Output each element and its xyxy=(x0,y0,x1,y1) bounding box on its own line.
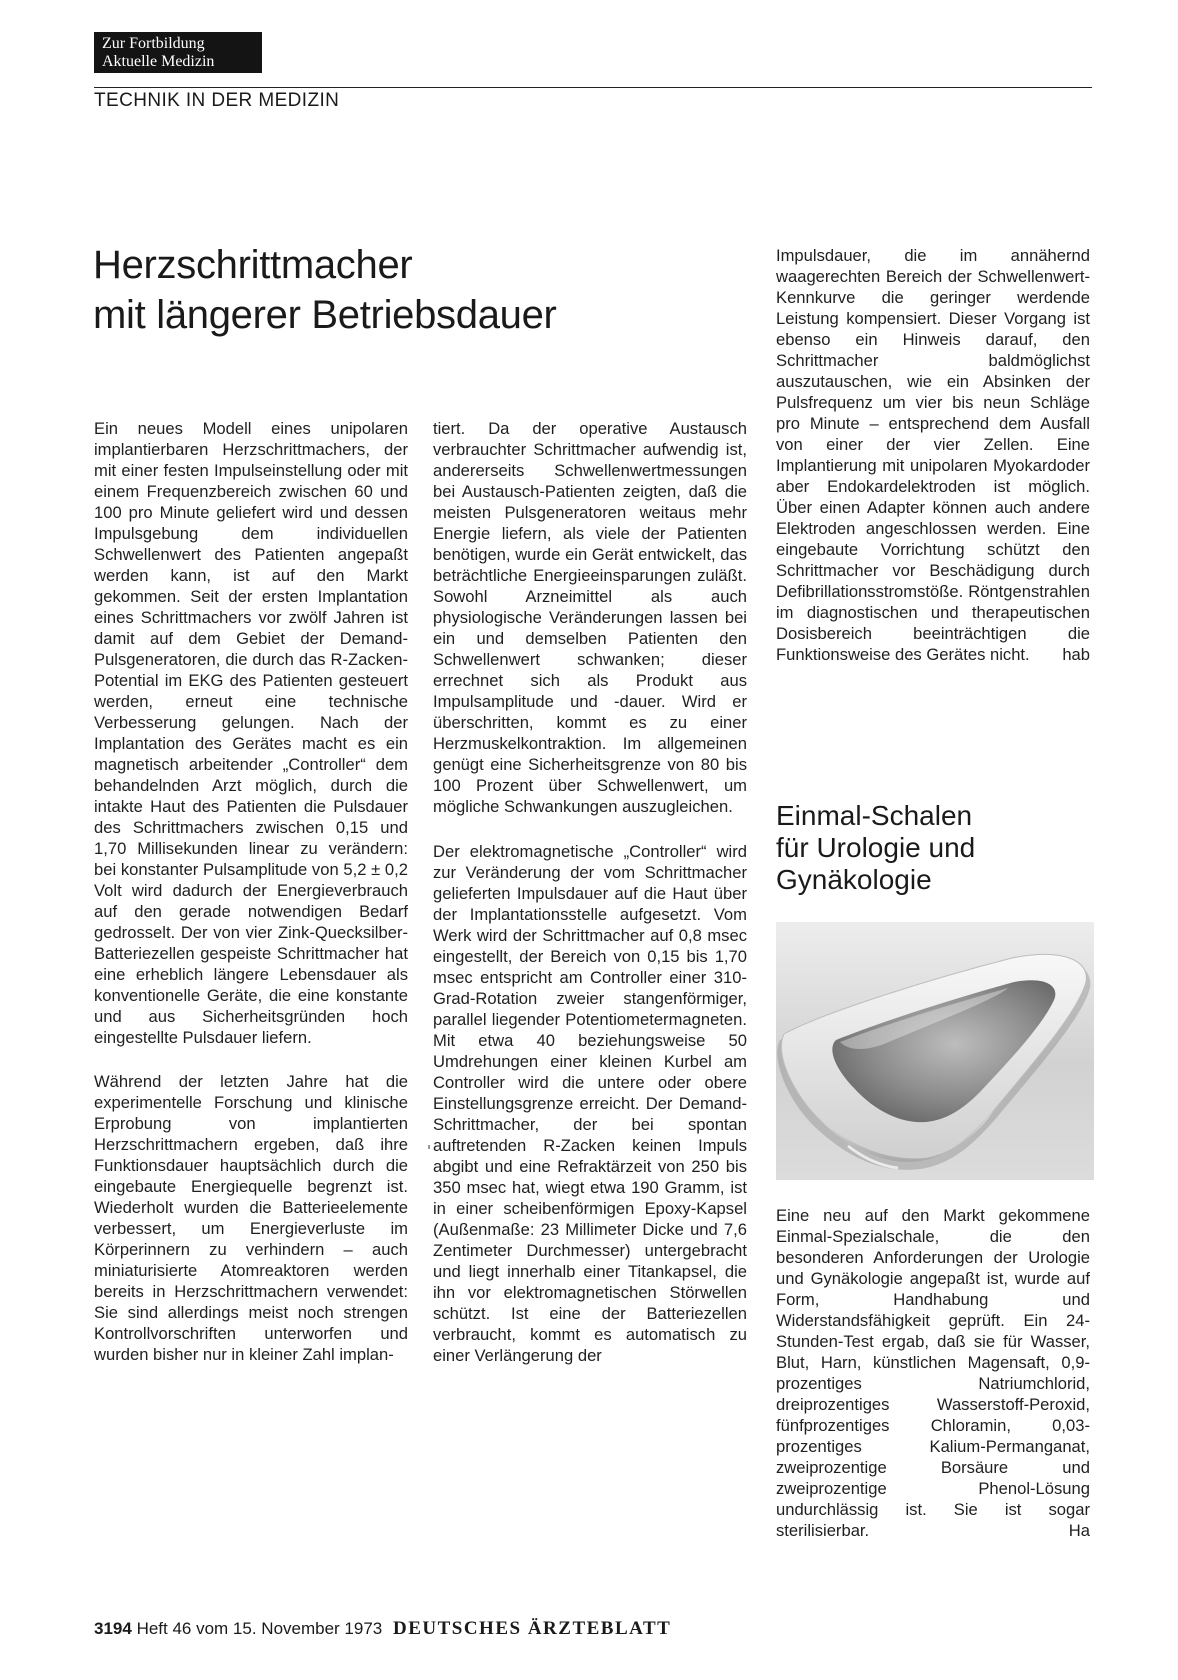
paragraph xyxy=(776,245,1090,665)
header-rule xyxy=(94,87,1092,88)
paragraph: Der elektromagnetische „Controller“ wird zur Veränderung der vom Schrittmacher gelieferten Impulsdauer auf die Haut über der Implantationsstelle aufgesetzt. Vom Werk wird der Schrittmacher auf 0,8 msec eingestellt, der Bereich von 0,15 bis 1,70 msec entspricht am Controller einer 310-Grad-Rotation zweier stangenförmiger, parallel liegender Potentiometermagneten. Mit etwa 40 beziehungsweise 50 Umdrehungen einer kleinen Kurbel am Controller wird die untere oder obere Einstellungsgrenze erreicht. Der Demand-Schrittmacher, der bei spontan auftretenden R-Zacken keinen Impuls abgibt und eine Refraktärzeit von 250 bis 350 msec hat, wiegt etwa 190 Gramm, ist in einer scheibenförmigen Epoxy-Kapsel (Außenmaße: 23 Millimeter Dicke und 7,6 Zentimeter Durchmesser) untergebracht und liegt innerhalb einer Titankapsel, die ihn vor elektromagnetischen Störwellen schützt. Ist eine der Batteriezellen verbraucht, kommt es automatisch zu einer Verlängerung der xyxy=(433,842,747,1365)
paragraph-text: Eine neu auf den Markt gekommene Einmal-Spezialschale, die den besonderen Anforderungen der Urologie und Gynäkologie angepaßt ist, wurde auf Form, Handhabung und Widerstandsfähigkeit geprüft. Ein 24-Stunden-Test ergab, daß sie für Wasser, Blut, Harn, künstlichen Magensaft, 0,9-prozentiges Natriumchlorid, dreiprozentiges Wasserstoff-Peroxid, fünfprozentiges Chloramin, 0,03-prozentiges Kalium-Permanganat, zweiprozentige Borsäure und zweiprozentige Phenol-Lösung undurchlässig ist. Sie ist sogar sterilisierbar. xyxy=(776,1206,1090,1540)
second-article-title xyxy=(776,800,1092,896)
article-title-line-1: Herzschrittmacher xyxy=(93,243,413,287)
article-title xyxy=(93,240,693,340)
product-photo xyxy=(776,922,1094,1180)
author-signature: Ha xyxy=(1068,1521,1090,1540)
badge-line-2: Aktuelle Medizin xyxy=(102,53,215,70)
paragraph: tiert. Da der operative Austausch verbrauchter Schrittmacher aufwendig ist, andererseits Schwellenwertmessungen bei Austausch-Patienten zeigten, daß die meisten Pulsgeneratoren weitaus mehr Energie liefern, als viele der Patienten benötigen, wurde ein Gerät entwickelt, das beträchtliche Energieeinsparungen zuläßt. Sowohl Arzneimittel als auch physiologische Veränderungen lassen bei ein und demselben Patienten den Schwellenwert schwanken; dieser errechnet sich als Produkt aus Impulsamplitude und -dauer. Wird er überschritten, kommt es zu einer Herzmuskelkontraktion. Im allgemeinen genügt eine Sicherheitsgrenze von 80 bis 100 Prozent über Schwellenwert, um mögliche Schwankungen auszugleichen. xyxy=(433,419,747,816)
issue-info: Heft 46 vom 15. November 1973 xyxy=(136,1619,383,1638)
disposable-tray-illustration xyxy=(776,922,1094,1180)
author-signature: hab xyxy=(1062,645,1090,664)
article-column-3 xyxy=(776,245,1090,665)
paragraph: Ein neues Modell eines unipolaren implantierbaren Herzschrittmachers, der mit einer festen Impulseinstellung oder mit einem Frequenzbereich zwischen 60 und 100 pro Minute geliefert wird und dessen Impulsgebung dem individuellen Schwellenwert des Patienten angepaßt werden kann, ist auf den Markt gekommen. Seit der ersten Implantation eines Schrittmachers vor zwölf Jahren ist damit auf dem Gebiet der Demand-Pulsgeneratoren, die durch das R-Zacken-Potential im EKG des Patienten gesteuert werden, erneut eine technische Verbesserung gelungen. Nach der Implantation des Gerätes macht es ein magnetisch arbeitender „Controller“ dem behandelnden Arzt möglich, durch die intakte Haut des Patienten die Pulsdauer des Schrittmachers zwischen 0,15 und 1,70 Millisekunden linear zu verändern: bei konstanter Pulsamplitude von 5,2 ± 0,2 Volt wird dadurch der Energieverbrauch auf den gerade notwendigen Bedarf gedrosselt. Der von vier Zink-Quecksilber-Batteriezellen gespeiste Schrittmacher hat eine erheblich längere Lebensdauer als konventionelle Geräte, die eine konstante und aus Sicherheitsgründen hoch eingestellte Pulsdauer liefern. xyxy=(94,419,408,1047)
badge-line-1: Zur Fortbildung xyxy=(102,35,205,52)
page-footer xyxy=(94,1618,671,1640)
second-title-line-2: für Urologie und xyxy=(776,832,976,863)
paragraph xyxy=(776,1205,1090,1541)
article-column-1 xyxy=(94,418,408,1365)
page-number: 3194 xyxy=(94,1619,132,1638)
paragraph-text: Impulsdauer, die im annähernd waagerechten Bereich der Schwellenwert-Kennkurve die geringer werdende Leistung kompensiert. Dieser Vorgang ist ebenso ein Hinweis darauf, den Schrittmacher baldmöglichst auszutauschen, wie ein Absinken der Pulsfrequenz um vier bis neun Schläge pro Minute – entsprechend dem Ausfall von einer der vier Zellen. Eine Implantierung mit unipolaren Myokardoder aber Endokardelektroden ist möglich. Über einen Adapter können auch andere Elektroden angeschlossen werden. Eine eingebaute Vorrichtung schützt den Schrittmacher vor Beschädigung durch Defibrillationsstromstöße. Röntgenstrahlen im diagnostischen und therapeutischen Dosisbereich beeinträchtigen die Funktionsweise des Gerätes nicht. xyxy=(776,246,1090,664)
column-badge xyxy=(94,32,262,73)
second-article-body xyxy=(776,1205,1090,1541)
section-heading: TECHNIK IN DER MEDIZIN xyxy=(94,90,340,111)
article-title-line-2: mit längerer Betriebsdauer xyxy=(93,293,557,337)
print-speck xyxy=(428,1145,430,1149)
second-title-line-3: Gynäkologie xyxy=(776,864,932,895)
journal-name: DEUTSCHES ÄRZTEBLATT xyxy=(392,1618,672,1639)
second-title-line-1: Einmal-Schalen xyxy=(776,800,973,831)
article-column-2 xyxy=(433,418,747,1366)
paragraph: Während der letzten Jahre hat die experimentelle Forschung und klinische Erprobung von implantierten Herzschrittmachern ergeben, daß ihre Funktionsdauer hauptsächlich durch die eingebaute Energiequelle begrenzt ist. Wiederholt wurden die Batterieelemente verbessert, um Energieverluste im Körperinnern zu verhindern – auch miniaturisierte Atomreaktoren werden bereits in Herzschrittmachern verwendet: Sie sind allerdings meist noch strengen Kontrollvorschriften unterworfen und wurden bisher nur in kleiner Zahl implan- xyxy=(94,1072,408,1364)
